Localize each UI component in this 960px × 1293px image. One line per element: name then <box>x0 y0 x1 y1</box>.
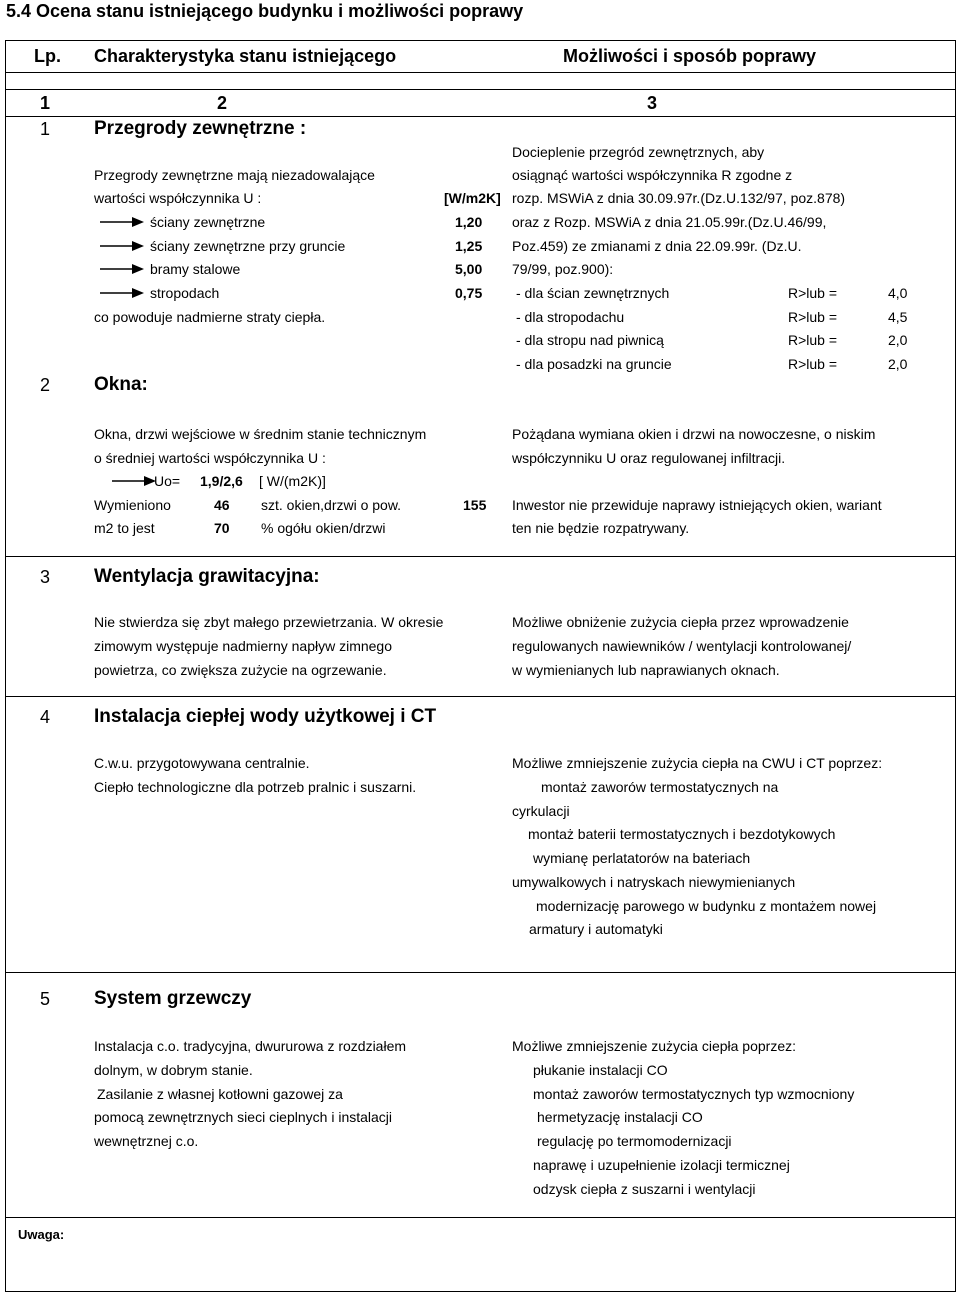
condition-text: wartości współczynnika U : <box>94 190 262 206</box>
requirement-condition: R>lub = <box>788 285 838 301</box>
header-num-3: 3 <box>647 93 658 113</box>
improvement-text: Możliwe zmniejszenie zużycia ciepła na CWU i CT poprzez: <box>512 755 883 771</box>
arrow-right-icon <box>100 240 144 252</box>
item-value: 5,00 <box>455 261 483 277</box>
item-value: 1,25 <box>455 238 483 254</box>
improvement-text: modernizację parowego w budynku z montażem nowej <box>536 898 877 914</box>
improvement-text: współczynniku U oraz regulowanej infiltracji. <box>512 450 786 466</box>
improvement-text: umywalkowych i natryskach niewymienianych <box>512 874 796 890</box>
uo-unit: [ W/(m2K)] <box>259 473 326 489</box>
header-divider <box>5 72 955 73</box>
condition-text: wewnętrznej c.o. <box>94 1133 199 1149</box>
page-title: 5.4 Ocena stanu istniejącego budynku i możliwości poprawy <box>6 1 524 21</box>
table-right-border <box>955 40 956 1292</box>
condition-text: o średniej wartości współczynnika U : <box>94 450 326 466</box>
improvement-text: 79/99, poz.900): <box>512 261 614 277</box>
header-lp: Lp. <box>34 46 61 66</box>
item-label: stropodach <box>150 285 220 301</box>
condition-text: Instalacja c.o. tradycyjna, dwururowa z rozdziałem <box>94 1038 407 1054</box>
header-improvements: Możliwości i sposób poprawy <box>563 46 817 66</box>
condition-text: Przegrody zewnętrzne mają niezadowalające <box>94 167 375 183</box>
requirement-condition: R>lub = <box>788 356 838 372</box>
section-divider-5 <box>5 972 955 973</box>
improvement-text: Docieplenie przegród zewnętrznych, aby <box>512 144 765 160</box>
uo-value: 1,9/2,6 <box>200 473 243 489</box>
improvement-text: naprawę i uzupełnienie izolacji termicznej <box>533 1157 790 1173</box>
header-num-2: 2 <box>217 93 228 113</box>
header-num-1: 1 <box>40 93 51 113</box>
condition-text: Ciepło technologiczne dla potrzeb pralnic i suszarni. <box>94 779 417 795</box>
number-row-top <box>5 89 955 90</box>
improvement-text: ten nie będzie rozpatrywany. <box>512 520 690 536</box>
arrow-right-icon <box>100 216 144 228</box>
improvement-text: Możliwe obniżenie zużycia ciepła przez wprowadzenie <box>512 614 849 630</box>
requirement-label: - dla stropodachu <box>516 309 625 325</box>
condition-text: powietrza, co zwiększa zużycie na ogrzewanie. <box>94 662 387 678</box>
section-number: 4 <box>40 707 51 727</box>
section-number: 2 <box>40 375 51 395</box>
header-current-state: Charakterystyka stanu istniejącego <box>94 46 397 66</box>
improvement-text: oraz z Rozp. MSWiA z dnia 21.05.99r.(Dz.U.46/99, <box>512 214 827 230</box>
section-number: 1 <box>40 119 51 139</box>
arrow-right-icon <box>112 475 156 487</box>
item-label: ściany zewnętrzne <box>150 214 266 230</box>
note-divider <box>5 1217 955 1218</box>
item-value: 1,20 <box>455 214 483 230</box>
condition-text: zimowym występuje nadmierny napływ zimnego <box>94 638 393 654</box>
improvement-text: w wymienianych lub naprawianych oknach. <box>512 662 780 678</box>
improvement-text: cyrkulacji <box>512 803 570 819</box>
table-top-border <box>5 40 955 41</box>
requirement-condition: R>lub = <box>788 332 838 348</box>
requirement-value: 2,0 <box>888 332 908 348</box>
requirement-condition: R>lub = <box>788 309 838 325</box>
item-value: 0,75 <box>455 285 483 301</box>
improvement-text: wymianę perlatatorów na bateriach <box>533 850 751 866</box>
item-label: bramy stalowe <box>150 261 241 277</box>
improvement-text: odzysk ciepła z suszarni i wentylacji <box>533 1181 756 1197</box>
condition-footer: co powoduje nadmierne straty ciepła. <box>94 309 326 325</box>
unit-label: [W/m2K] <box>444 190 501 206</box>
condition-text: dolnym, w dobrym stanie. <box>94 1062 253 1078</box>
section-title: Instalacja ciepłej wody użytkowej i CT <box>94 706 437 727</box>
improvement-text: regulację po termomodernizacji <box>537 1133 732 1149</box>
uo-label: Uo= <box>154 473 181 489</box>
section-title: Wentylacja grawitacyjna: <box>94 566 320 587</box>
table-left-border <box>5 40 6 1292</box>
replaced-count: 46 <box>214 497 230 513</box>
improvement-text: Poz.459) ze zmianami z dnia 22.09.99r. (Dz.U. <box>512 238 802 254</box>
requirement-value: 2,0 <box>888 356 908 372</box>
number-row-bottom <box>5 116 955 117</box>
improvement-text: hermetyzację instalacji CO <box>537 1109 703 1125</box>
requirement-value: 4,0 <box>888 285 908 301</box>
improvement-text: płukanie instalacji CO <box>533 1062 668 1078</box>
improvement-text: Pożądana wymiana okien i drzwi na nowoczesne, o niskim <box>512 426 876 442</box>
share-text: % ogółu okien/drzwi <box>261 520 386 536</box>
section-title: Okna: <box>94 374 148 395</box>
replaced-text: szt. okien,drzwi o pow. <box>261 497 402 513</box>
replaced-label: Wymieniono <box>94 497 171 513</box>
improvement-text: osiągnąć wartości współczynnika R zgodne z <box>512 167 793 183</box>
improvement-text: montaż zaworów termostatycznych na <box>541 779 779 795</box>
replaced-area: 155 <box>463 497 487 513</box>
improvement-text: montaż zaworów termostatycznych typ wzmocniony <box>533 1086 855 1102</box>
condition-text: Okna, drzwi wejściowe w średnim stanie technicznym <box>94 426 427 442</box>
section-divider-4 <box>5 696 955 697</box>
arrow-right-icon <box>100 263 144 275</box>
section-title: System grzewczy <box>94 988 252 1009</box>
item-label: ściany zewnętrzne przy gruncie <box>150 238 346 254</box>
section-number: 5 <box>40 989 51 1009</box>
improvement-text: Możliwe zmniejszenie zużycia ciepła poprzez: <box>512 1038 797 1054</box>
table-bottom-border <box>5 1291 955 1292</box>
note-label: Uwaga: <box>18 1227 65 1242</box>
share-value: 70 <box>214 520 230 536</box>
improvement-text: Inwestor nie przewiduje naprawy istniejących okien, wariant <box>512 497 882 513</box>
requirement-value: 4,5 <box>888 309 908 325</box>
condition-text: Nie stwierdza się zbyt małego przewietrzania. W okresie <box>94 614 444 630</box>
improvement-text: regulowanych nawiewników / wentylacji kontrolowanej/ <box>512 638 852 654</box>
arrow-right-icon <box>100 287 144 299</box>
condition-text: Zasilanie z własnej kotłowni gazowej za <box>97 1086 343 1102</box>
section-number: 3 <box>40 567 51 587</box>
improvement-text: armatury i automatyki <box>529 921 663 937</box>
share-label: m2 to jest <box>94 520 155 536</box>
improvement-text: rozp. MSWiA z dnia 30.09.97r.(Dz.U.132/97, poz.878) <box>512 190 846 206</box>
condition-text: pomocą zewnętrznych sieci cieplnych i instalacji <box>94 1109 393 1125</box>
section-title: Przegrody zewnętrzne : <box>94 118 307 139</box>
section-divider-3 <box>5 556 955 557</box>
improvement-text: montaż baterii termostatycznych i bezdotykowych <box>528 826 836 842</box>
requirement-label: - dla posadzki na gruncie <box>516 356 672 372</box>
requirement-label: - dla ścian zewnętrznych <box>516 285 670 301</box>
requirement-label: - dla stropu nad piwnicą <box>516 332 664 348</box>
condition-text: C.w.u. przygotowywana centralnie. <box>94 755 310 771</box>
